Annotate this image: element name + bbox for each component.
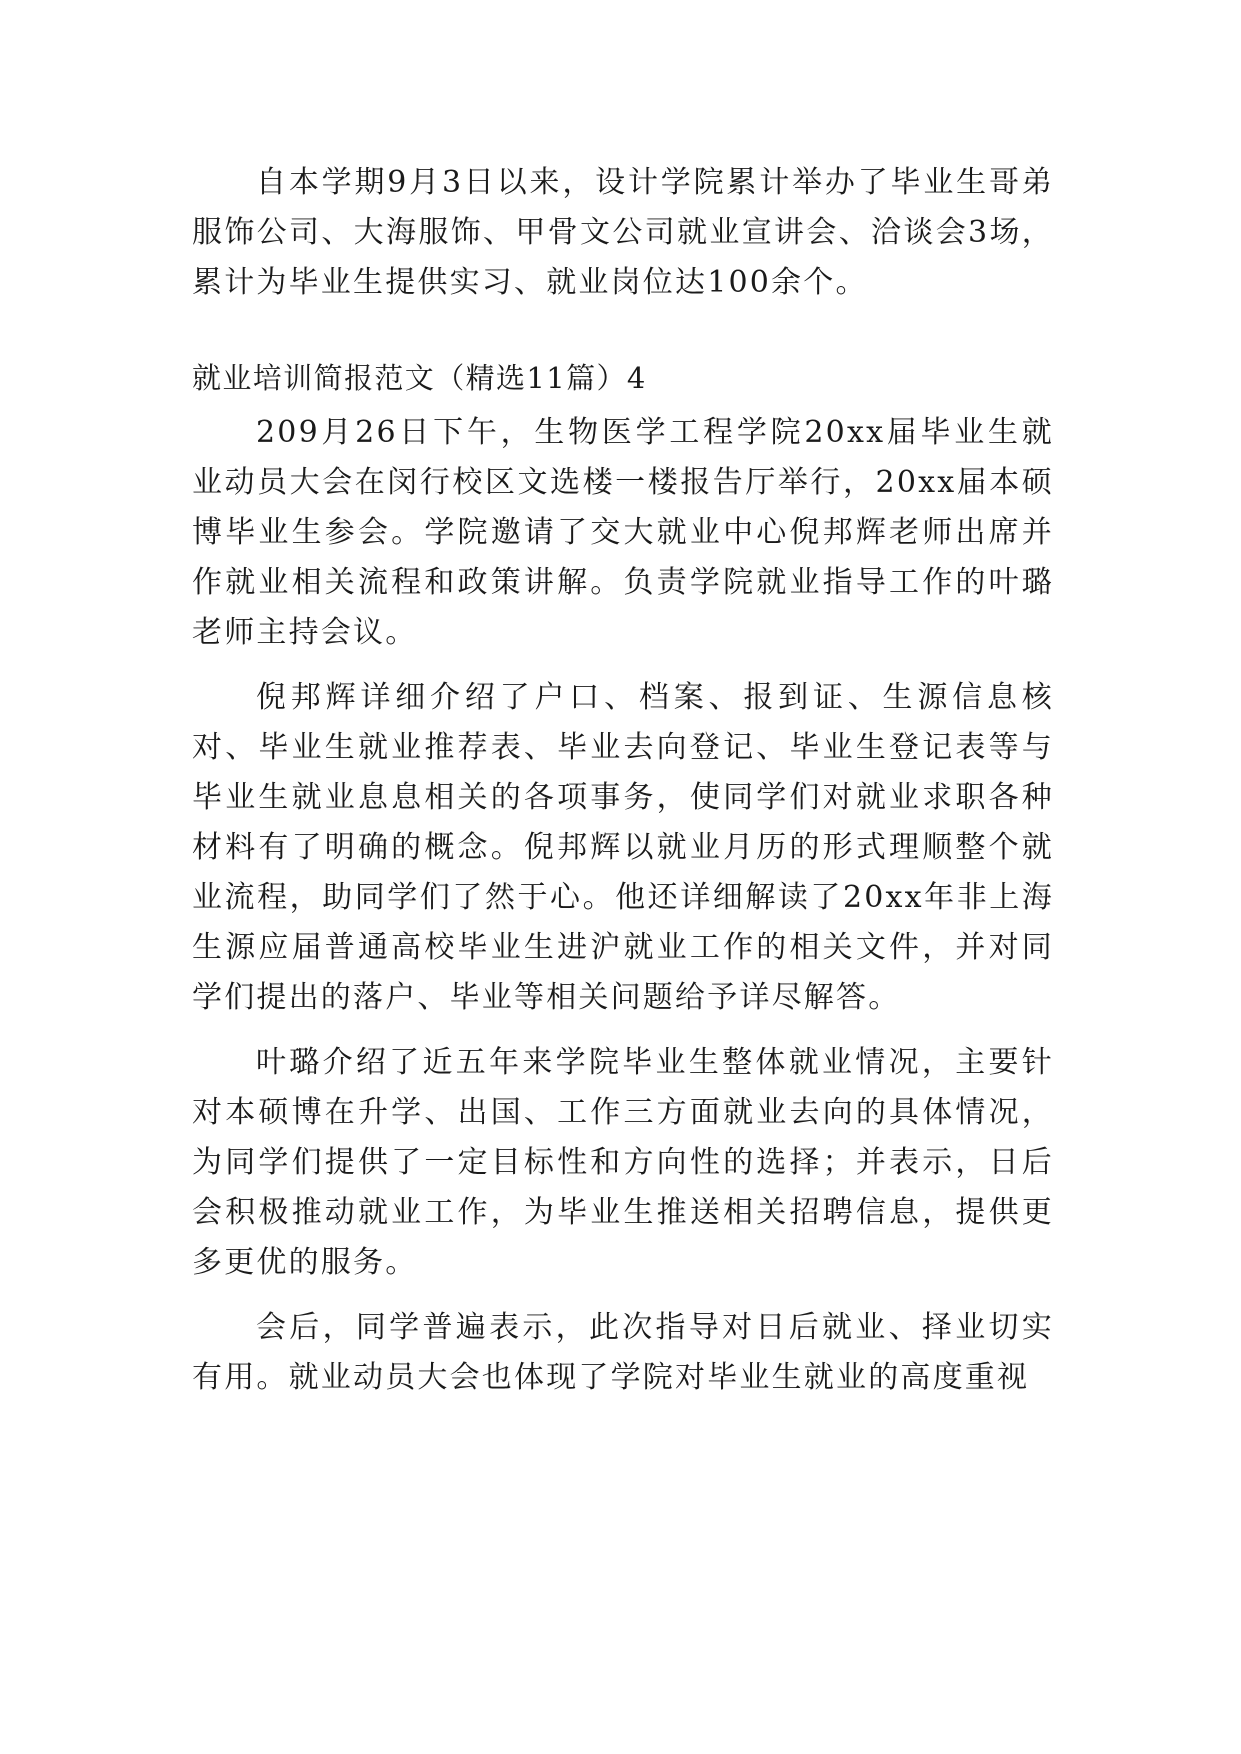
paragraph-design-school-events: 自本学期9月3日以来，设计学院累计举办了毕业生哥弟服饰公司、大海服饰、甲骨文公司就业宣讲会、洽谈会3场，累计为毕业生提供实习、就业岗位达100余个。 xyxy=(192,165,1054,300)
paragraph-mobilization-meeting: 209月26日下午，生物医学工程学院20xx届毕业生就业动员大会在闵行校区文选楼一楼报告厅举行，20xx届本硕博毕业生参会。学院邀请了交大就业中心倪邦辉老师出席并作就业相关流程和政策讲解。负责学院就业指导工作的叶璐老师主持会议。 xyxy=(192,415,1054,650)
document-body xyxy=(192,158,1054,1403)
paragraph-ye-lu-overview: 叶璐介绍了近五年来学院毕业生整体就业情况，主要针对本硕博在升学、出国、工作三方面就业去向的具体情况，为同学们提供了一定目标性和方向性的选择；并表示，日后会积极推动就业工作，为毕业生推送相关招聘信息，提供更多更优的服务。 xyxy=(192,1045,1054,1280)
section-heading: 就业培训简报范文（精选11篇）4 xyxy=(192,361,647,395)
paragraph-closing-remarks: 会后，同学普遍表示，此次指导对日后就业、择业切实有用。就业动员大会也体现了学院对毕业生就业的高度重视 xyxy=(192,1310,1054,1395)
paragraph-ni-banghui-briefing: 倪邦辉详细介绍了户口、档案、报到证、生源信息核对、毕业生就业推荐表、毕业去向登记、毕业生登记表等与毕业生就业息息相关的各项事务，使同学们对就业求职各种材料有了明确的概念。倪邦辉以就业月历的形式理顺整个就业流程，助同学们了然于心。他还详细解读了20xx年非上海生源应届普通高校毕业生进沪就业工作的相关文件，并对同学们提出的落户、毕业等相关问题给予详尽解答。 xyxy=(192,680,1054,1015)
